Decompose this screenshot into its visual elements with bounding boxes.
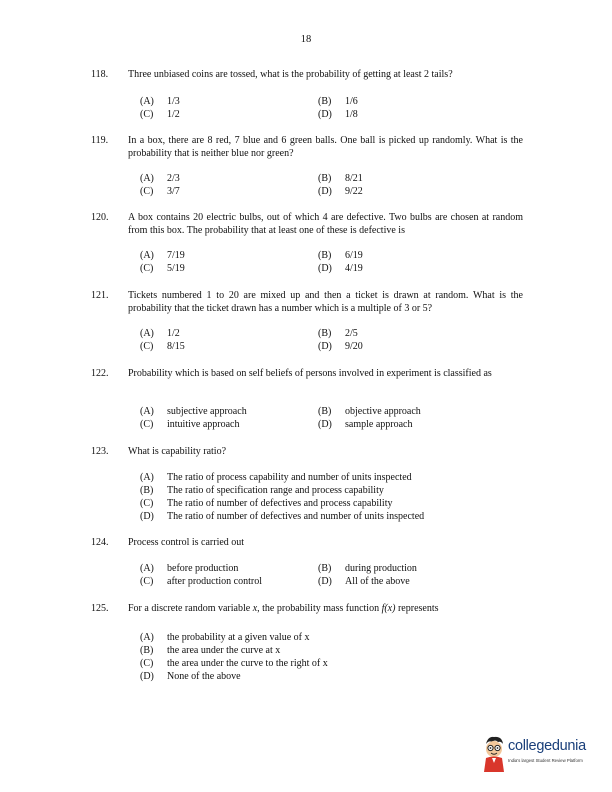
collegedunia-logo: [480, 734, 604, 778]
question-125: [91, 603, 523, 616]
page-number: 18: [300, 34, 312, 45]
question-number: 122.: [91, 368, 109, 379]
option-a: (A) the probability at a given value of x: [140, 632, 310, 643]
question-number: 125.: [91, 603, 109, 614]
mascot-icon: [480, 734, 508, 774]
question-number: 124.: [91, 537, 109, 548]
variable-x: x: [252, 603, 258, 614]
question-123: [91, 446, 523, 459]
option-c: (C) intuitive approach: [140, 419, 240, 430]
option-b: (B) during production: [318, 563, 417, 574]
question-number: 123.: [91, 446, 109, 457]
question-number: 119.: [91, 135, 109, 146]
logo-tagline: India's largest Student Review Platform: [508, 758, 583, 763]
option-c: (C) 3/7: [140, 186, 180, 197]
question-text: Probability which is based on self beliefs of persons involved in experiment is classified as: [128, 368, 492, 379]
option-b: (B) 6/19: [318, 250, 363, 261]
option-a: (A) 1/3: [140, 96, 180, 107]
question-122: [91, 368, 523, 381]
question-number: 121.: [91, 290, 109, 301]
option-b: (B) objective approach: [318, 406, 421, 417]
pmf-symbol: f(x): [381, 603, 396, 614]
options-125: [140, 631, 328, 683]
question-124: [91, 537, 523, 550]
option-c: (C) 5/19: [140, 263, 185, 274]
question-118: [91, 69, 523, 82]
option-d: (D) The ratio of number of defectives and number of units inspected: [140, 511, 425, 522]
question-120: [91, 212, 523, 237]
option-b: (B) the area under the curve at x: [140, 645, 281, 656]
question-text: Three unbiased coins are tossed, what is the probability of getting at least 2 tails?: [128, 69, 453, 80]
option-b: (B) 8/21: [318, 173, 363, 184]
option-a: (A) 1/2: [140, 328, 180, 339]
option-d: (D) sample approach: [318, 419, 413, 430]
question-text: A box contains 20 electric bulbs, out of which 4 are defective. Two bulbs are chosen at random from this box. The probability that at least one of these is defective is: [128, 212, 523, 236]
question-121: [91, 290, 523, 315]
option-a: (A) subjective approach: [140, 406, 247, 417]
option-b: (B) 1/6: [318, 96, 358, 107]
option-d: (D) 1/8: [318, 109, 358, 120]
question-number: 118.: [91, 69, 109, 80]
question-text: What is capability ratio?: [128, 446, 227, 457]
option-a: (A) 2/3: [140, 173, 180, 184]
option-a: (A) before production: [140, 563, 239, 574]
option-c: (C) 8/15: [140, 341, 185, 352]
option-d: (D) 9/22: [318, 186, 363, 197]
option-d: (D) All of the above: [318, 576, 410, 587]
option-a: (A) The ratio of process capability and number of units inspected: [140, 472, 412, 483]
option-b: (B) 2/5: [318, 328, 358, 339]
question-text: For a discrete random variable x, the probability mass function f(x) represents: [128, 603, 439, 614]
question-text: Process control is carried out: [128, 537, 245, 548]
option-c: (C) the area under the curve to the right of x: [140, 658, 328, 669]
option-c: (C) after production control: [140, 576, 262, 587]
option-c: (C) The ratio of number of defectives and process capability: [140, 498, 393, 509]
options-123: [140, 471, 424, 523]
option-a: (A) 7/19: [140, 250, 185, 261]
option-b: (B) The ratio of specification range and process capability: [140, 485, 384, 496]
question-text: Tickets numbered 1 to 20 are mixed up and then a ticket is drawn at random. What is the probability that the ticket drawn has a number which is a multiple of 3 or 5?: [128, 290, 523, 314]
question-119: [91, 135, 523, 160]
option-c: (C) 1/2: [140, 109, 180, 120]
option-d: (D) 9/20: [318, 341, 363, 352]
question-number: 120.: [91, 212, 109, 223]
option-d: (D) None of the above: [140, 671, 241, 682]
logo-wordmark: collegedunia: [508, 738, 586, 754]
question-text: In a box, there are 8 red, 7 blue and 6 green balls. One ball is picked up randomly. What is the probability that is neither blue nor green?: [128, 135, 523, 159]
option-d: (D) 4/19: [318, 263, 363, 274]
